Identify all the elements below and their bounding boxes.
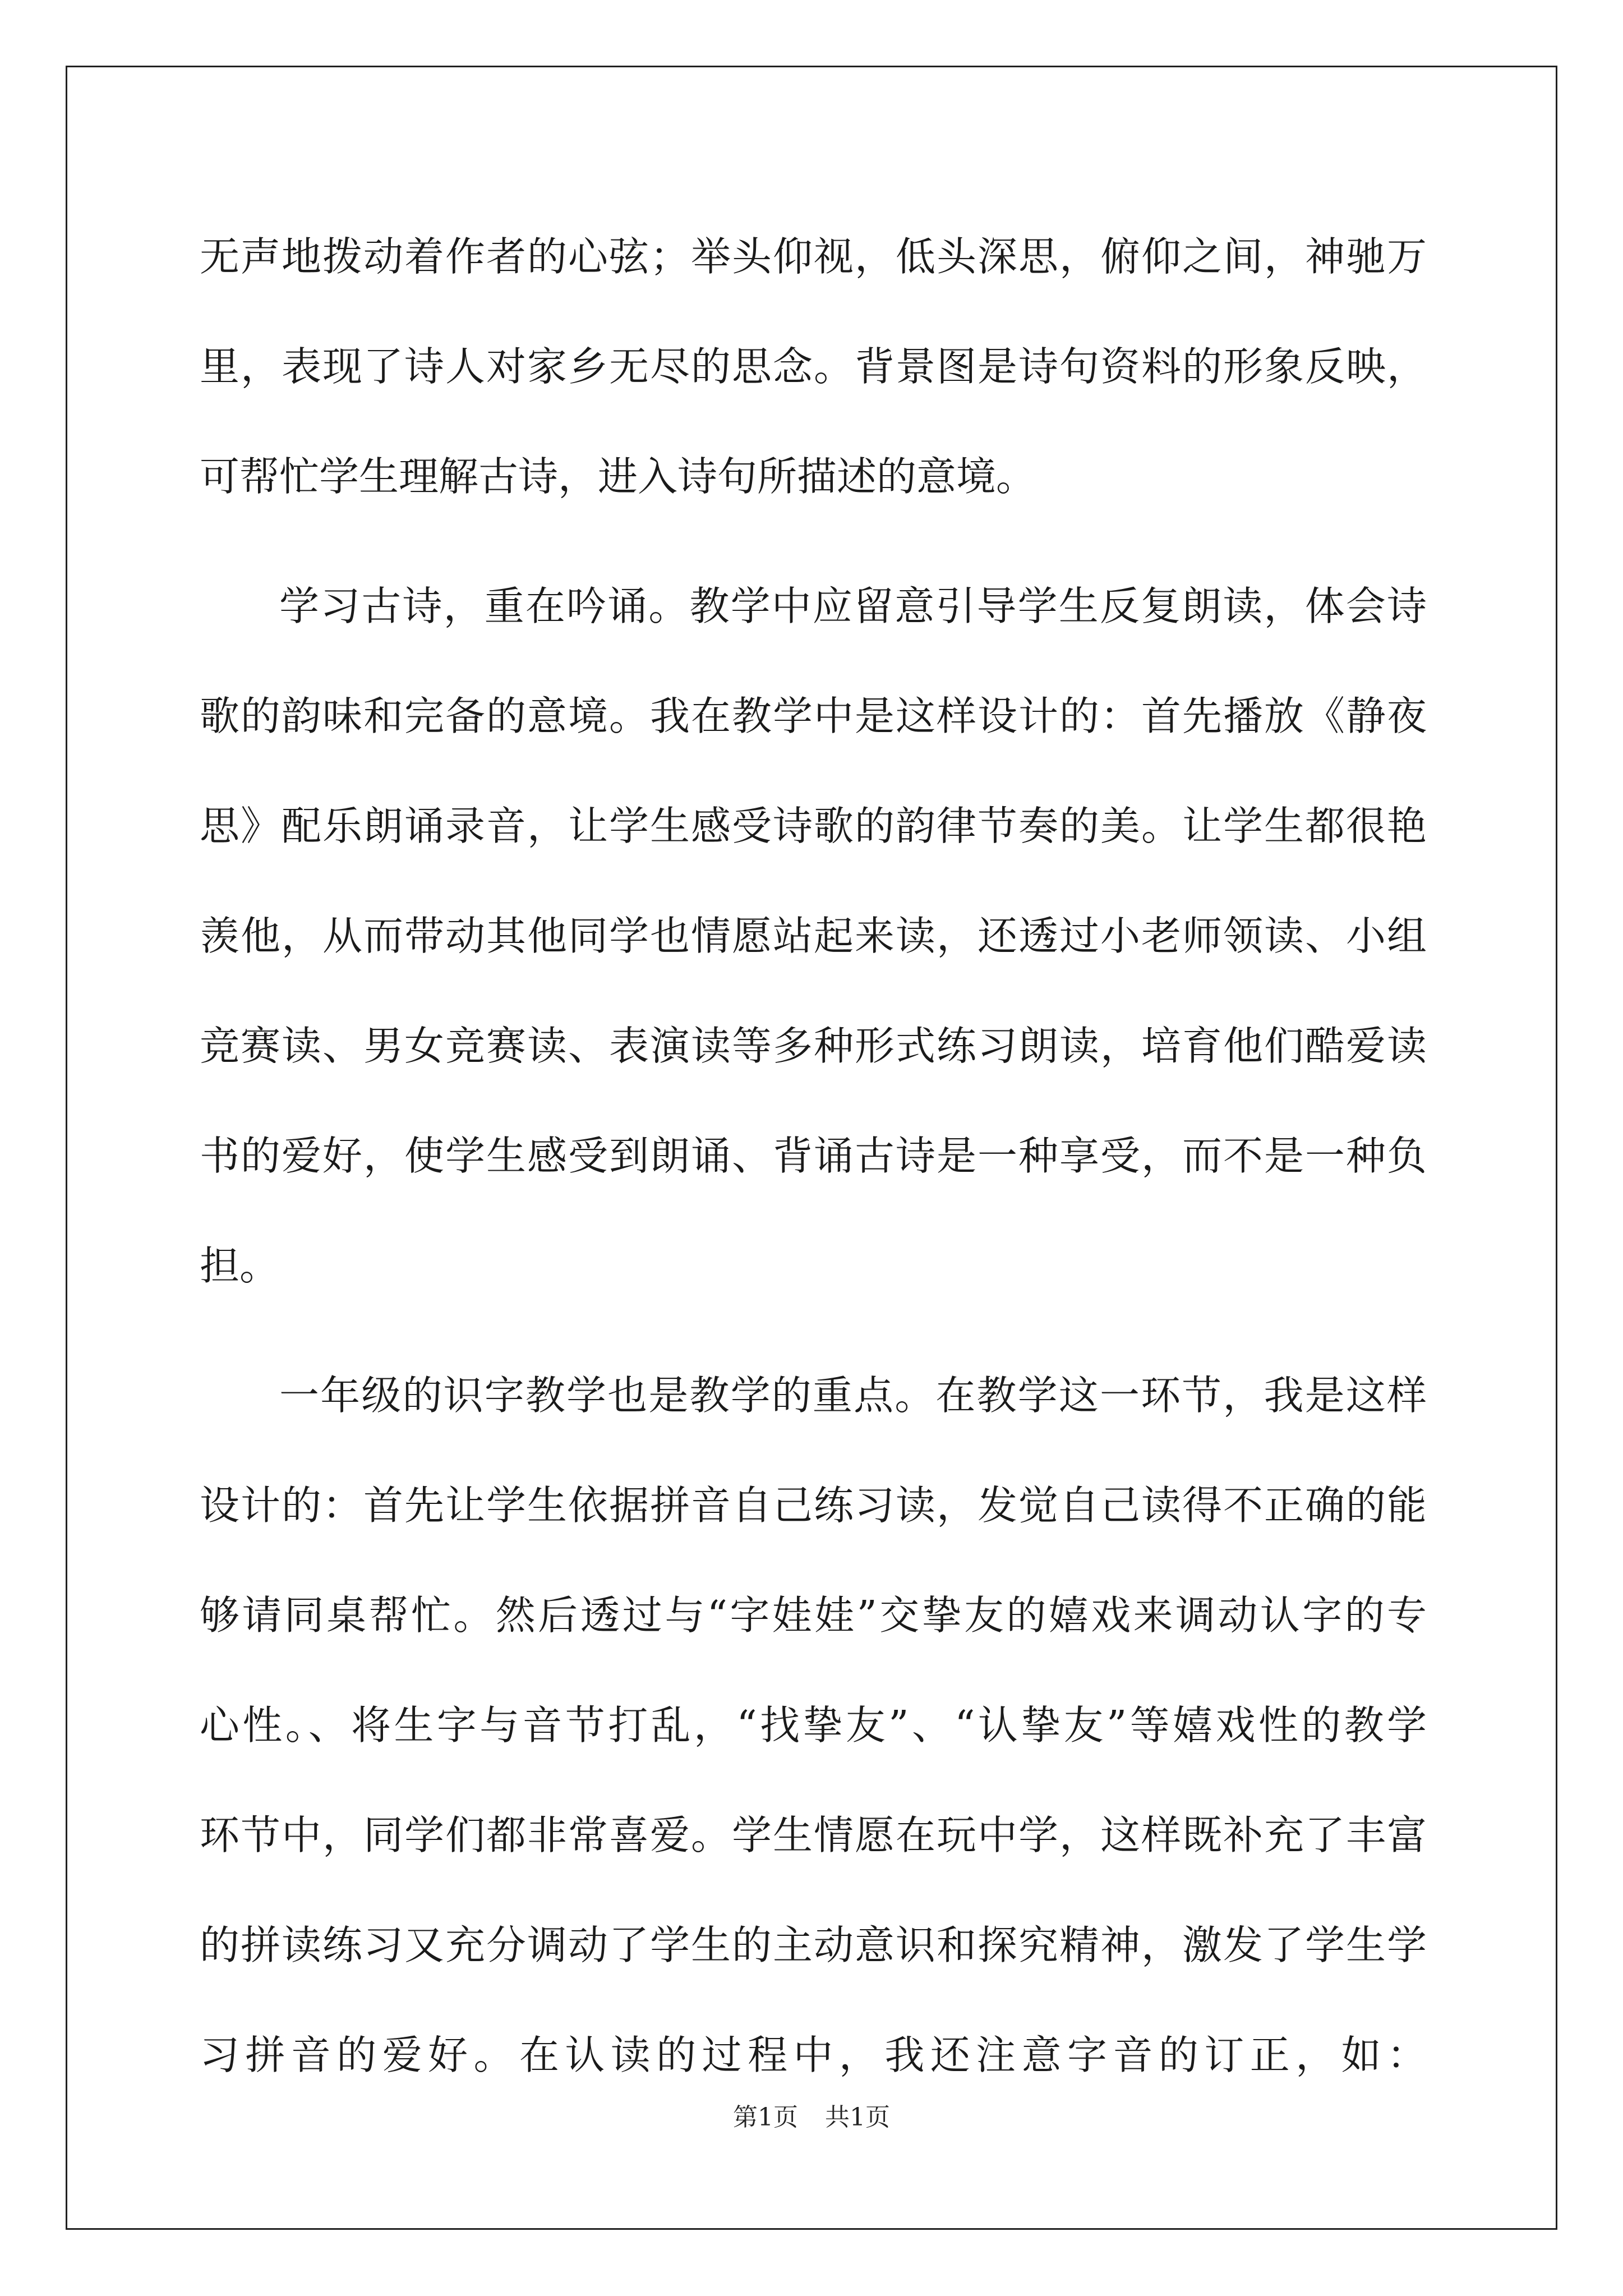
document-body: [200, 202, 1427, 2130]
text-line: 书的爱好，使学生感受到朗诵、背诵古诗是一种享受，而不是一种负: [200, 1133, 1427, 1179]
page-number: 第1页: [733, 2103, 798, 2132]
paragraph-1: [200, 202, 1427, 532]
text-line: 歌的韵味和完备的意境。我在教学中是这样设计的：首先播放《静夜: [200, 693, 1427, 739]
paragraph-2: [200, 551, 1427, 1321]
text-line: 环节中，同学们都非常喜爱。学生情愿在玩中学，这样既补充了丰富: [200, 1812, 1427, 1858]
text-line: 羡他，从而带动其他同学也情愿站起来读，还透过小老师领读、小组: [200, 913, 1427, 959]
page-footer: [0, 2101, 1623, 2134]
text-line: 可帮忙学生理解古诗，进入诗句所描述的意境。: [200, 453, 1036, 500]
text-line: 无声地拨动着作者的心弦；举头仰视，低头深思，俯仰之间，神驰万: [200, 233, 1427, 280]
text-line: 设计的：首先让学生依据拼音自己练习读，发觉自己读得不正确的能: [200, 1482, 1427, 1529]
text-line: 心性。、将生字与音节打乱，“找挚友”、“认挚友”等嬉戏性的教学: [200, 1702, 1427, 1749]
paragraph-3: [200, 1341, 1427, 2110]
text-line: 担。: [200, 1243, 280, 1289]
text-line: 学习古诗，重在吟诵。教学中应留意引导学生反复朗读，体会诗: [279, 583, 1427, 629]
text-line: 的拼读练习又充分调动了学生的主动意识和探究精神，激发了学生学: [200, 1922, 1427, 1968]
text-line: 思》配乐朗诵录音，让学生感受诗歌的韵律节奏的美。让学生都很艳: [200, 803, 1427, 849]
page-total: 共1页: [825, 2103, 890, 2132]
text-line: 一年级的识字教学也是教学的重点。在教学这一环节，我是这样: [279, 1372, 1427, 1419]
text-line: 够请同桌帮忙。然后透过与“字娃娃”交挚友的嬉戏来调动认字的专: [200, 1592, 1427, 1639]
text-line: 习拼音的爱好。在认读的过程中，我还注意字音的订正，如：: [200, 2032, 1427, 2078]
text-line: 竞赛读、男女竞赛读、表演读等多种形式练习朗读，培育他们酷爱读: [200, 1023, 1427, 1069]
text-line: 里，表现了诗人对家乡无尽的思念。背景图是诗句资料的形象反映，: [200, 343, 1427, 390]
